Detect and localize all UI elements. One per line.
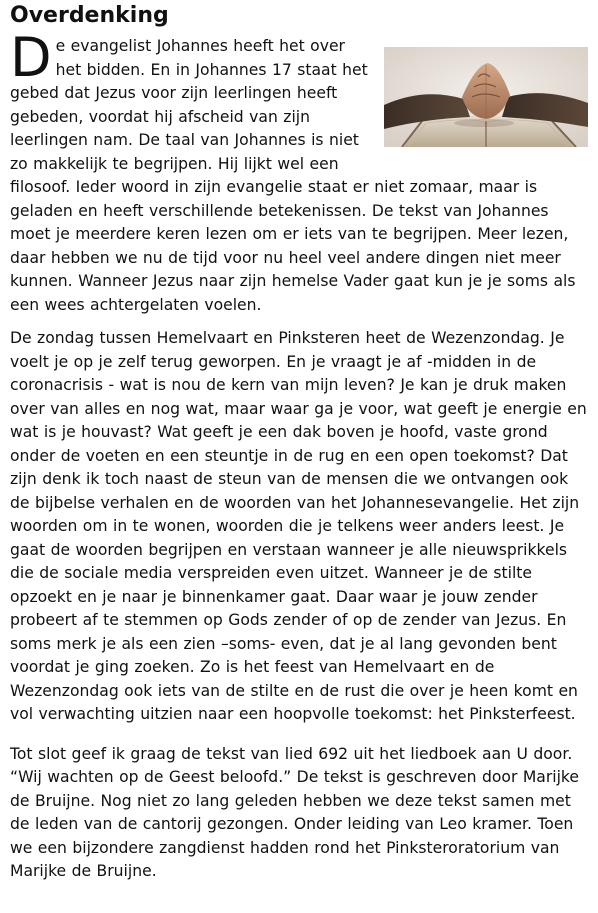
page-title: Overdenking	[10, 3, 169, 28]
drop-cap: D	[10, 26, 52, 89]
article-paragraph-1	[10, 26, 588, 317]
page	[0, 3, 598, 913]
article-paragraph-2: De zondag tussen Hemelvaart en Pinksteren heet de Wezenzondag. Je voelt je op je zelf terug geworpen. En je vraagt je af -midden in de coronacrisis - wat is nou de kern van mijn leven? Je kan je druk maken over van alles en nog wat, maar waar ga je voor, wat geeft je energie en wat is je houvast? Wat geeft je een dak boven je hoofd, vaste grond onder de voeten en een steuntje in de rug en een open toekomst? Dat zijn denk ik toch naast de steun van de mensen die we ontvangen ook de bijbelse verhalen en de woorden van het Johannesevangelie. Het zijn woorden om in te wonen, woorden die je telkens weer anders leest. Je gaat de woorden begrijpen en verstaan wanneer je alle nieuwsprikkels die de sociale media verspreiden even uitzet. Wanneer je de stilte opzoekt en je naar je binnenkamer gaat. Daar waar je jouw zender probeert af te stemmen op Gods zender of op de zender van Jezus. En soms merk je als een zien –soms- even, dat je al lang gevonden bent voordat je ging zoeken. Zo is het feest van Hemelvaart en de Wezenzondag ook iets van de stilte en de rust die over je heen komt en vol verwachting uitzien naar een hoopvolle toekomst: het Pinksterfeest.	[10, 329, 587, 723]
article-paragraph-3: Tot slot geef ik graag de tekst van lied 692 uit het liedboek aan U door. “Wij wachten op de Geest beloofd.” De tekst is geschreven door Marijke de Bruijne. Nog niet zo lang geleden hebben we deze tekst samen met de leden van de cantorij gezongen. Onder leiding van Leo kramer. Toen we een bijzondere zangdienst hadden rond het Pinksteroratorium van Marijke de Bruijne.	[10, 744, 579, 880]
praying-hands-bible-image	[384, 47, 588, 147]
paragraph-1-text: e evangelist Johannes heeft het over het bidden. En in Johannes 17 staat het gebed dat Jezus voor zijn leerlingen heeft gebeden, voordat hij afscheid van zijn leerlingen nam. De taal van Johannes is niet zo makkelijk te begrijpen. Hij lijkt wel een filosoof. Ieder woord in zijn evangelie staat er niet zomaar, maar is geladen en heeft verschillende betekenissen. De tekst van Johannes moet je meerdere keren lezen om er iets van te begrijpen. Meer lezen, daar hebben we nu de tijd voor nu heel veel andere dingen niet meer kunnen. Wanneer Jezus naar zijn hemelse Vader gaat kun je je soms als een wees achtergelaten voelen.	[10, 37, 576, 314]
